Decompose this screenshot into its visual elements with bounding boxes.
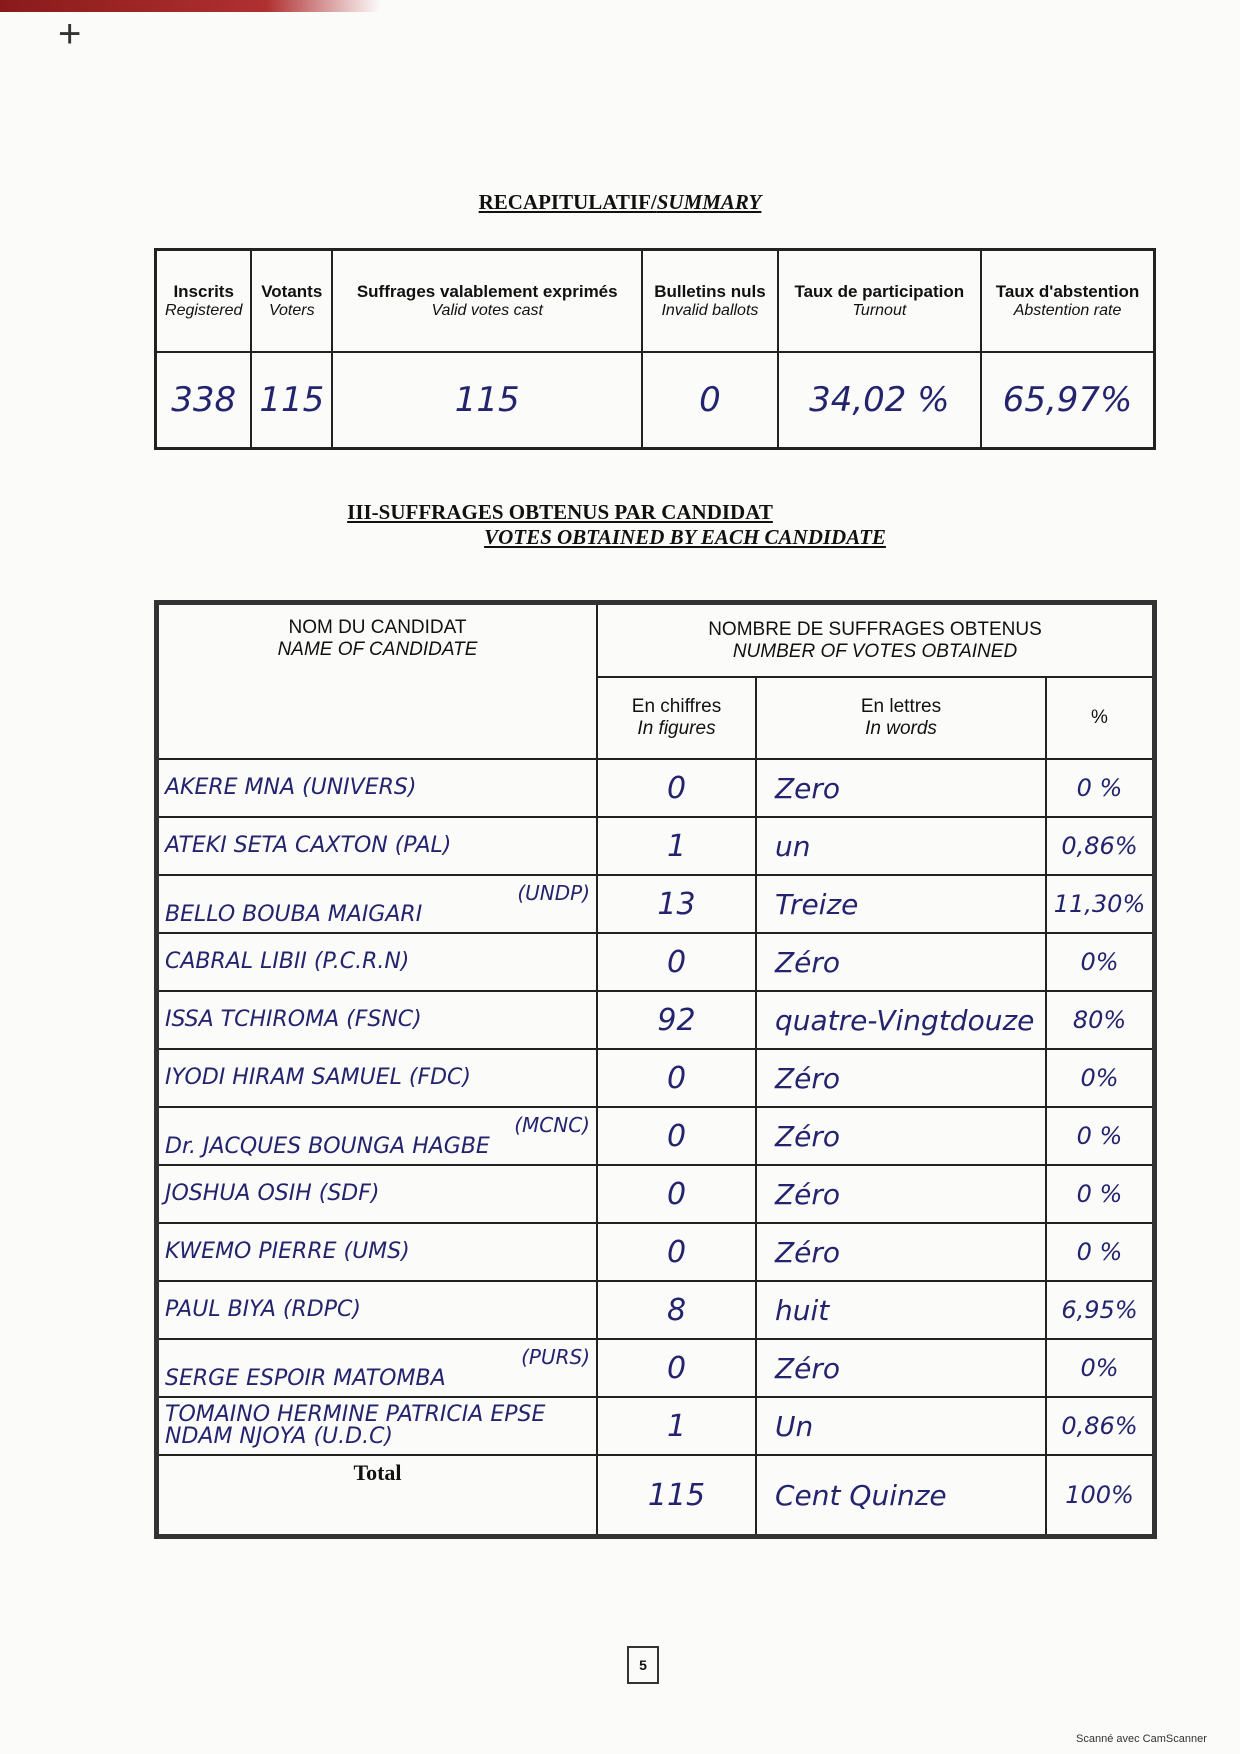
candidate-name: KWEMO PIERRE (UMS) — [165, 1239, 410, 1264]
summary-header-en: Registered — [165, 302, 243, 319]
candidate-name: BELLO BOUBA MAIGARI — [165, 902, 423, 927]
votes-header — [597, 603, 1155, 678]
scan-edge-strip — [0, 0, 380, 12]
summary-header-fr: Suffrages valablement exprimés — [356, 282, 618, 301]
summary-header-fr: Taux d'abstention — [995, 282, 1140, 301]
candidate-words: Un — [756, 1397, 1046, 1455]
candidate-pct: 0 % — [1046, 1107, 1155, 1165]
page-number: 5 — [627, 1646, 659, 1684]
figures-header — [597, 677, 756, 759]
candidate-words: huit — [756, 1281, 1046, 1339]
summary-header-fr: Taux de participation — [794, 282, 965, 301]
candidate-pct: 0% — [1046, 933, 1155, 991]
candidate-row — [157, 1049, 1155, 1107]
summary-header-5 — [981, 250, 1154, 353]
pct-header: % — [1046, 677, 1155, 759]
candidate-row — [157, 991, 1155, 1049]
candidate-figures: 1 — [597, 1397, 756, 1455]
candidate-pct: 0 % — [1046, 759, 1155, 817]
candidate-words: un — [756, 817, 1046, 875]
candidate-words: Zero — [756, 759, 1046, 817]
candidate-pct: 0,86% — [1046, 1397, 1155, 1455]
section3-title-en: VOTES OBTAINED BY EACH CANDIDATE — [484, 525, 886, 549]
summary-title — [0, 190, 1240, 215]
candidate-name: CABRAL LIBII (P.C.R.N) — [165, 949, 410, 974]
figures-header-fr: En chiffres — [631, 696, 722, 718]
candidate-words: Treize — [756, 875, 1046, 933]
candidate-figures: 92 — [597, 991, 756, 1049]
candidate-name: ATEKI SETA CAXTON (PAL) — [165, 833, 452, 858]
candidate-words: Zéro — [756, 1049, 1046, 1107]
candidate-name: AKERE MNA (UNIVERS) — [165, 775, 417, 800]
candidate-pct: 11,30% — [1046, 875, 1155, 933]
summary-title-en: SUMMARY — [656, 190, 762, 214]
summary-header-0 — [156, 250, 252, 353]
candidate-row — [157, 1397, 1155, 1455]
name-header-fr: NOM DU CANDIDAT — [288, 617, 467, 638]
candidate-name: JOSHUA OSIH (SDF) — [165, 1181, 380, 1206]
summary-header-4 — [778, 250, 982, 353]
candidate-row — [157, 875, 1155, 933]
votes-header-fr: NOMBRE DE SUFFRAGES OBTENUS — [708, 618, 1042, 640]
candidate-name: PAUL BIYA (RDPC) — [165, 1297, 361, 1322]
candidate-name-cell — [157, 1049, 598, 1107]
candidate-name: TOMAINO HERMINE PATRICIA EPSE NDAM NJOYA (U.D.C) — [165, 1402, 546, 1449]
name-header — [157, 603, 598, 760]
summary-header-fr: Votants — [261, 282, 323, 301]
candidate-pct: 0 % — [1046, 1165, 1155, 1223]
summary-header-en: Valid votes cast — [431, 302, 543, 319]
candidate-row — [157, 1223, 1155, 1281]
total-pct: 100% — [1046, 1455, 1155, 1537]
candidate-words: Zéro — [756, 1223, 1046, 1281]
total-row — [157, 1455, 1155, 1537]
candidate-row — [157, 933, 1155, 991]
candidate-figures: 0 — [597, 1339, 756, 1397]
candidate-pct: 80% — [1046, 991, 1155, 1049]
candidate-name: ISSA TCHIROMA (FSNC) — [165, 1007, 422, 1032]
candidate-name-cell — [157, 1339, 598, 1397]
candidate-party: (PURS) — [521, 1345, 590, 1369]
candidate-words: Zéro — [756, 933, 1046, 991]
summary-value-2: 115 — [332, 352, 642, 449]
summary-table — [154, 248, 1156, 450]
section3-title — [0, 500, 1240, 550]
candidate-figures: 0 — [597, 1107, 756, 1165]
candidates-table — [154, 600, 1157, 1539]
summary-value-3: 0 — [642, 352, 777, 449]
candidate-row — [157, 1107, 1155, 1165]
summary-header-3 — [642, 250, 777, 353]
candidate-row — [157, 817, 1155, 875]
candidate-words: Zéro — [756, 1165, 1046, 1223]
name-header-en: NAME OF CANDIDATE — [277, 639, 478, 660]
summary-header-2 — [332, 250, 642, 353]
candidate-name: Dr. JACQUES BOUNGA HAGBE — [165, 1134, 490, 1159]
candidate-name-cell — [157, 1107, 598, 1165]
candidate-words: Zéro — [756, 1107, 1046, 1165]
summary-header-en: Turnout — [852, 302, 907, 319]
candidate-figures: 13 — [597, 875, 756, 933]
candidate-name-cell — [157, 1165, 598, 1223]
figures-header-en: In figures — [637, 718, 716, 740]
candidate-name-cell — [157, 1223, 598, 1281]
summary-header-fr: Bulletins nuls — [654, 282, 766, 301]
candidate-pct: 0,86% — [1046, 817, 1155, 875]
candidate-row — [157, 1339, 1155, 1397]
candidate-row — [157, 1281, 1155, 1339]
candidate-words: quatre-Vingtdouze — [756, 991, 1046, 1049]
total-figures: 115 — [597, 1455, 756, 1537]
candidate-name-cell — [157, 933, 598, 991]
words-header-en: In words — [865, 718, 937, 740]
candidate-name-cell — [157, 991, 598, 1049]
words-header — [756, 677, 1046, 759]
candidate-row — [157, 759, 1155, 817]
summary-header-1 — [251, 250, 332, 353]
candidate-figures: 1 — [597, 817, 756, 875]
candidate-name-cell — [157, 817, 598, 875]
candidate-figures: 8 — [597, 1281, 756, 1339]
candidate-pct: 0% — [1046, 1339, 1155, 1397]
candidate-name: SERGE ESPOIR MATOMBA — [165, 1366, 446, 1391]
votes-header-en: NUMBER OF VOTES OBTAINED — [732, 640, 1018, 662]
registration-mark: + — [58, 12, 82, 56]
candidate-figures: 0 — [597, 759, 756, 817]
summary-header-en: Voters — [268, 302, 315, 319]
section3-title-fr: III-SUFFRAGES OBTENUS PAR CANDIDAT — [347, 500, 773, 524]
summary-title-fr: RECAPITULATIF/ — [478, 190, 657, 214]
candidate-figures: 0 — [597, 1165, 756, 1223]
summary-header-en: Abstention rate — [1013, 302, 1122, 319]
candidate-row — [157, 1165, 1155, 1223]
candidate-name: IYODI HIRAM SAMUEL (FDC) — [165, 1065, 471, 1090]
candidate-party: (MCNC) — [514, 1113, 590, 1137]
candidate-figures: 0 — [597, 1049, 756, 1107]
summary-value-0: 338 — [156, 352, 252, 449]
candidate-name-cell — [157, 1397, 598, 1455]
total-words: Cent Quinze — [756, 1455, 1046, 1537]
candidate-party: (UNDP) — [517, 881, 590, 905]
summary-header-en: Invalid ballots — [661, 302, 759, 319]
candidate-words: Zéro — [756, 1339, 1046, 1397]
summary-header-fr: Inscrits — [173, 282, 234, 301]
candidate-name-cell — [157, 1281, 598, 1339]
words-header-fr: En lettres — [860, 696, 942, 718]
candidate-name-cell — [157, 875, 598, 933]
candidate-pct: 6,95% — [1046, 1281, 1155, 1339]
total-label: Total — [157, 1455, 598, 1537]
summary-value-1: 115 — [251, 352, 332, 449]
candidate-figures: 0 — [597, 933, 756, 991]
candidate-pct: 0 % — [1046, 1223, 1155, 1281]
candidate-figures: 0 — [597, 1223, 756, 1281]
candidate-pct: 0% — [1046, 1049, 1155, 1107]
summary-value-4: 34,02 % — [778, 352, 982, 449]
summary-value-5: 65,97% — [981, 352, 1154, 449]
scanner-footer: Scanné avec CamScanner — [1076, 1733, 1207, 1745]
candidate-name-cell — [157, 759, 598, 817]
